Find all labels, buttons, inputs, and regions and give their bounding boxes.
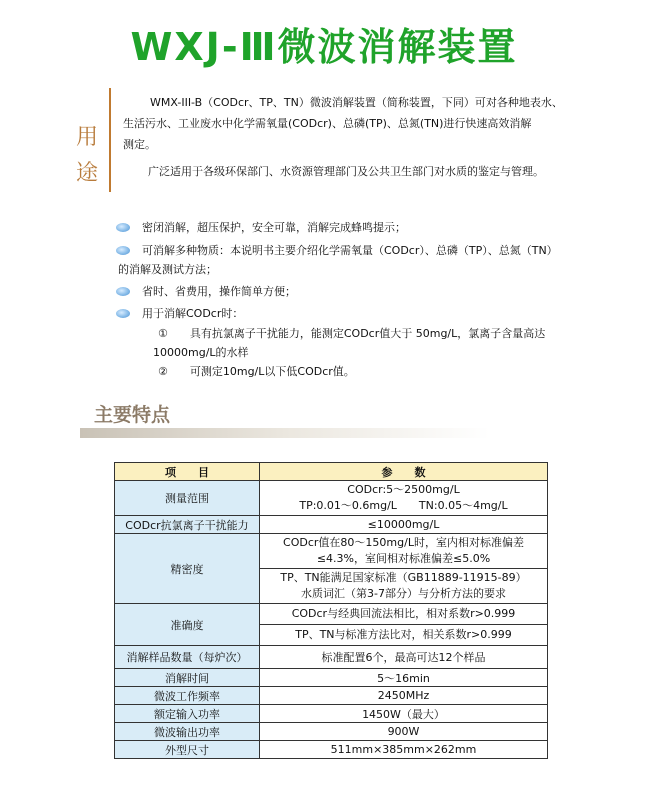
- bullet-icon: [116, 246, 130, 255]
- table-row: [115, 687, 548, 705]
- bullet-icon: [116, 287, 130, 296]
- row-value: [260, 604, 548, 646]
- row-value: ≤10000mg/L: [260, 516, 548, 534]
- row-value-line: TP、TN能满足国家标准（GB11889-11915-89）: [280, 571, 527, 584]
- row-label: CODcr抗氯离子干扰能力: [115, 516, 260, 534]
- usage-label-char1: 用: [76, 125, 99, 150]
- row-value-line: TP、TN与标准方法比对，相关系数r>0.999: [295, 628, 512, 641]
- row-label: 额定输入功率: [115, 705, 260, 723]
- feature-item-2b: 的消解及测试方法；: [118, 263, 217, 276]
- section-title: 主要特点: [94, 404, 171, 426]
- usage-divider: [109, 88, 111, 192]
- row-value-line: CODcr值在80～150mg/L时，室内相对标准偏差: [283, 536, 524, 549]
- page-title: WXJ-Ⅲ微波消解装置: [130, 25, 518, 69]
- table-row: [115, 705, 548, 723]
- table-row: [115, 646, 548, 669]
- usage-line-2: 生活污水、工业废水中化学需氧量(CODcr)、总磷(TP)、总氮(TN)进行快速高效消解: [123, 117, 532, 130]
- usage-line-4: 广泛适用于各级环保部门、水资源管理部门及公共卫生部门对水质的鉴定与管理。: [148, 165, 544, 178]
- bullet-icon: [116, 223, 130, 232]
- row-value: 5～16min: [260, 669, 548, 687]
- row-value: 标准配置6个，最高可达12个样品: [260, 646, 548, 669]
- row-value: 900W: [260, 723, 548, 741]
- feature-item-3: 省时、省费用，操作简单方便；: [142, 285, 296, 298]
- table-row: [115, 481, 548, 516]
- bullet-icon: [116, 309, 130, 318]
- row-label: 微波工作频率: [115, 687, 260, 705]
- row-value-line: ≤4.3%，室间相对标准偏差≤5.0%: [316, 552, 491, 565]
- row-value: 1450W（最大）: [260, 705, 548, 723]
- table-row: [115, 741, 548, 759]
- row-label: 消解样品数量（每炉次）: [115, 646, 260, 669]
- row-label: 外型尺寸: [115, 741, 260, 759]
- table-row: [115, 516, 548, 534]
- row-value: 511mm×385mm×262mm: [260, 741, 548, 759]
- row-label: 准确度: [115, 604, 260, 646]
- table-row: [115, 534, 548, 604]
- feature-item-1: 密闭消解，超压保护，安全可靠，消解完成蜂鸣提示；: [142, 221, 406, 234]
- row-label: 消解时间: [115, 669, 260, 687]
- usage-line-1: WMX-III-B（CODcr、TP、TN）微波消解装置（简称装置，下同）可对各种地表水、: [150, 96, 563, 109]
- row-value-line: TP:0.01～0.6mg/L TN:0.05～4mg/L: [299, 499, 508, 512]
- spec-table: [114, 462, 548, 759]
- row-value-line: CODcr与经典回流法相比，相对系数r>0.999: [291, 607, 516, 620]
- header-item: 项 目: [115, 463, 260, 481]
- table-row: [115, 723, 548, 741]
- row-value-line: CODcr:5～2500mg/L: [347, 483, 460, 496]
- table-row: [115, 604, 548, 646]
- row-label: 精密度: [115, 534, 260, 604]
- usage-label-char2: 途: [76, 161, 99, 186]
- section-underline: [80, 428, 490, 438]
- table-header-row: [115, 463, 548, 481]
- row-label: 微波输出功率: [115, 723, 260, 741]
- table-row: [115, 669, 548, 687]
- feature-item-2a: 可消解多种物质：本说明书主要介绍化学需氧量（CODcr）、总磷（TP）、总氮（TN）: [142, 244, 558, 257]
- header-param: 参 数: [260, 463, 548, 481]
- row-value: [260, 534, 548, 604]
- row-label: 测量范围: [115, 481, 260, 516]
- usage-line-3: 测定。: [123, 138, 156, 151]
- feature-sub-1b: 10000mg/L的水样: [153, 346, 249, 359]
- feature-sub-1a: ① 具有抗氯离子干扰能力，能测定CODcr值大于 50mg/L，氯离子含量高达: [158, 327, 546, 340]
- feature-item-4: 用于消解CODcr时：: [142, 307, 244, 320]
- row-value: [260, 481, 548, 516]
- row-value: 2450MHz: [260, 687, 548, 705]
- feature-sub-2: ② 可测定10mg/L以下低CODcr值。: [158, 365, 355, 378]
- row-value-line: 水质词汇（第3-7部分）与分析方法的要求: [301, 587, 506, 600]
